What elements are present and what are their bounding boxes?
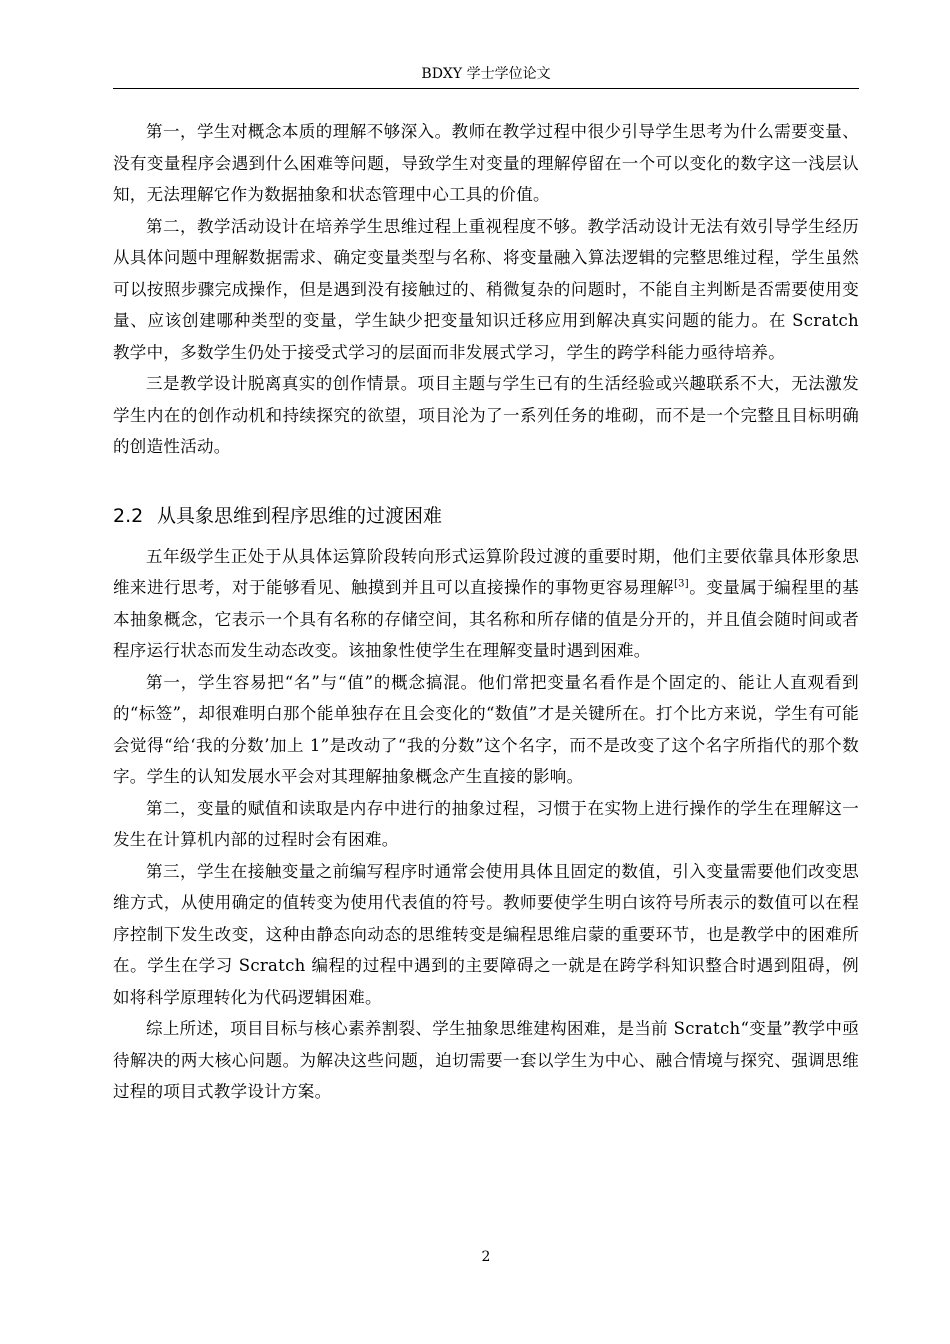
paragraph-text: 。变量属于编程里的基本抽象概念，它表示一个具有名称的存储空间，其名称和所存储的值是分开的，并且值会随时间或者程序运行状态而发生动态改变。该抽象性使学生在理解变量时遇到困难。 (113, 578, 859, 660)
section-heading (113, 499, 859, 533)
paragraph: 三是教学设计脱离真实的创作情景。项目主题与学生已有的生活经验或兴趣联系不大，无法激发学生内在的创作动机和持续探究的欲望，项目沦为了一系列任务的堆砌，而不是一个完整且目标明确的创造性活动。 (113, 374, 859, 456)
page-body (113, 116, 859, 1108)
section-number: 2.2 (113, 504, 144, 527)
page-number: 2 (481, 1249, 491, 1265)
paragraph: 第三，学生在接触变量之前编写程序时通常会使用具体且固定的数值，引入变量需要他们改变思维方式，从使用确定的值转变为使用代表值的符号。教师要使学生明白该符号所表示的数值可以在程序控制下发生改变，这种由静态向动态的思维转变是编程思维启蒙的重要环节，也是教学中的困难所在。学生在学习 Scratch 编程的过程中遇到的主要障碍之一就是在跨学科知识整合时遇到阻碍，例如将科学原理转化为代码逻辑困难。 (113, 861, 859, 1007)
paragraph: 第一，学生容易把“名”与“值”的概念搞混。他们常把变量名看作是个固定的、能让人直观看到的“标签”，却很难明白那个能单独存在且会变化的“数值”才是关键所在。打个比方来说，学生有可能会觉得“给‘我的分数’加上 1”是改动了“我的分数”这个名字，而不是改变了这个名字所指代的那个数字。学生的认知发展水平会对其理解抽象概念产生直接的影响。 (113, 672, 859, 786)
header-rule (113, 88, 859, 89)
paragraph (113, 541, 859, 667)
page-header: BDXY 学士学位论文 (421, 66, 551, 82)
paragraph-text: 五年级学生正处于从具体运算阶段转向形式运算阶段过渡的重要时期，他们主要依靠具体形象思维来进行思考，对于能够看见、触摸到并且可以直接操作的事物更容易理解 (113, 546, 859, 597)
citation-marker: [3] (673, 578, 690, 590)
paragraph: 第二，教学活动设计在培养学生思维过程上重视程度不够。教学活动设计无法有效引导学生经历从具体问题中理解数据需求、确定变量类型与名称、将变量融入算法逻辑的完整思维过程，学生虽然可以按照步骤完成操作，但是遇到没有接触过的、稍微复杂的问题时，不能自主判断是否需要使用变量、应该创建哪种类型的变量，学生缺少把变量知识迁移应用到解决真实问题的能力。在 Scratch 教学中，多数学生仍处于接受式学习的层面而非发展式学习，学生的跨学科能力亟待培养。 (113, 216, 859, 362)
paragraph: 第二，变量的赋值和读取是内存中进行的抽象过程，习惯于在实物上进行操作的学生在理解这一发生在计算机内部的过程时会有困难。 (113, 798, 859, 849)
paragraph: 综上所述，项目目标与核心素养割裂、学生抽象思维建构困难，是当前 Scratch“变量”教学中亟待解决的两大核心问题。为解决这些问题，迫切需要一套以学生为中心、融合情境与探究、强调思维过程的项目式教学设计方案。 (113, 1019, 859, 1101)
section-title: 从具象思维到程序思维的过渡困难 (157, 504, 443, 527)
paragraph: 第一，学生对概念本质的理解不够深入。教师在教学过程中很少引导学生思考为什么需要变量、没有变量程序会遇到什么困难等问题，导致学生对变量的理解停留在一个可以变化的数字这一浅层认知，无法理解它作为数据抽象和状态管理中心工具的价值。 (113, 122, 859, 204)
